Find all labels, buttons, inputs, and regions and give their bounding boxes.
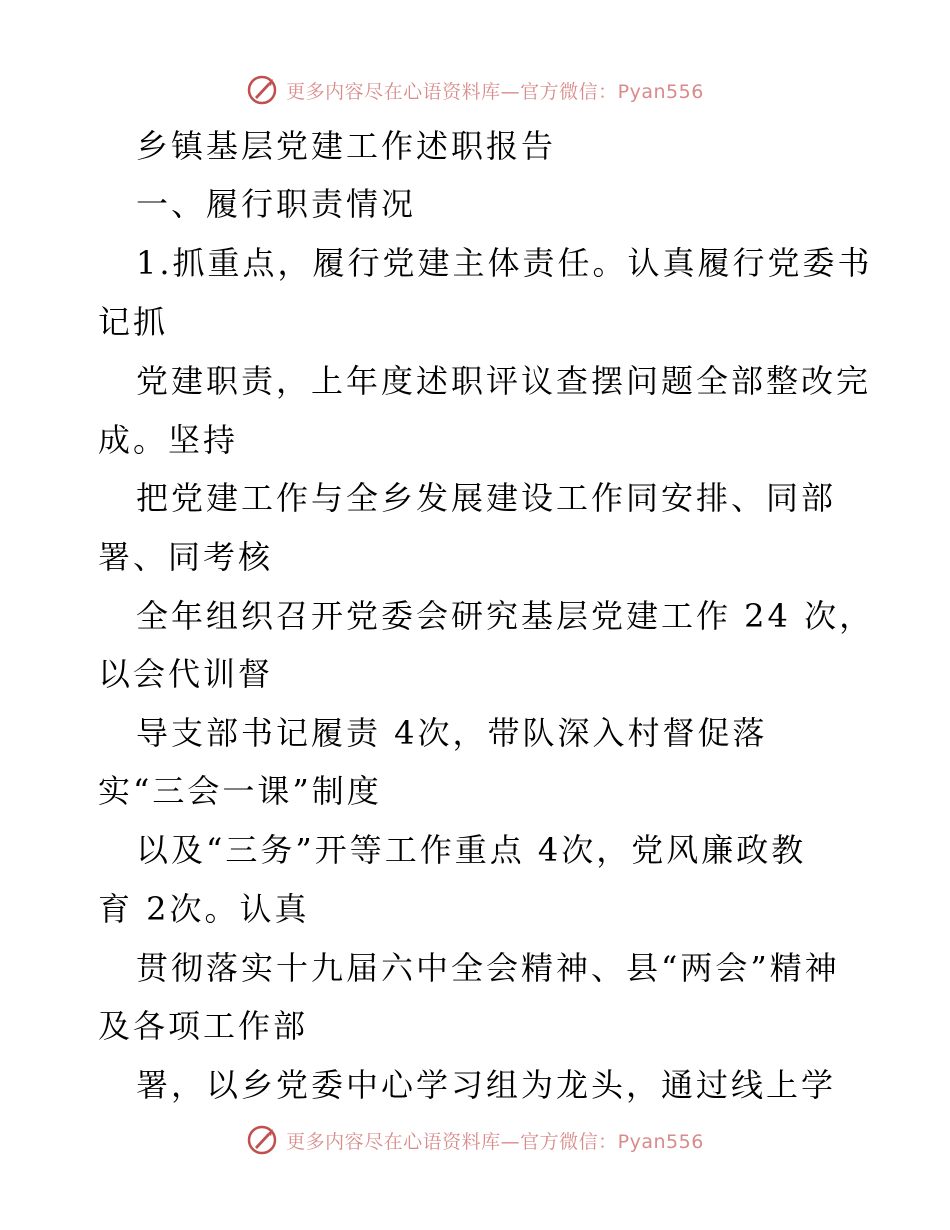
paragraph-line: 全年组织召开党委会研究基层党建工作 24 次，: [136, 597, 875, 635]
paragraph-line: 实“三会一课”制度: [98, 772, 382, 810]
section-heading: 一、履行职责情况: [136, 185, 417, 223]
header-watermark-banner: [0, 72, 950, 108]
footer-watermark-banner: [0, 1122, 950, 1158]
paragraph-line: 贯彻落实十九届六中全会精神、县“两会”精神: [136, 949, 840, 987]
paragraph-line: 党建职责，上年度述职评议查摆问题全部整改完: [136, 362, 872, 400]
paragraph-line: 把党建工作与全乡发展建设工作同安排、同部: [136, 479, 837, 517]
watermark-text: 更多内容尽在心语资料库—官方微信：Pyan556: [286, 1130, 704, 1153]
paragraph-line: 以及“三务”开等工作重点 4次，党风廉政教: [136, 831, 807, 869]
quill-logo-icon: [246, 1124, 278, 1156]
paragraph-line: 及各项工作部: [98, 1007, 309, 1045]
paragraph-line: 以会代训督: [98, 655, 274, 693]
quill-logo-icon: [246, 74, 278, 106]
paragraph-line: 导支部书记履责 4次，带队深入村督促落: [136, 714, 768, 752]
paragraph-line: 记抓: [98, 303, 169, 341]
paragraph-line: 育 2次。认真: [98, 890, 310, 928]
paragraph-line: 署，以乡党委中心学习组为龙头，通过线上学: [136, 1066, 837, 1104]
watermark-text: 更多内容尽在心语资料库—官方微信：Pyan556: [286, 80, 704, 103]
paragraph-line: 署、同考核: [98, 538, 274, 576]
paragraph-line: 1.抓重点，履行党建主体责任。认真履行党委书: [136, 244, 873, 282]
paragraph-line: 成。坚持: [98, 421, 239, 459]
document-title: 乡镇基层党建工作述职报告: [136, 127, 557, 165]
